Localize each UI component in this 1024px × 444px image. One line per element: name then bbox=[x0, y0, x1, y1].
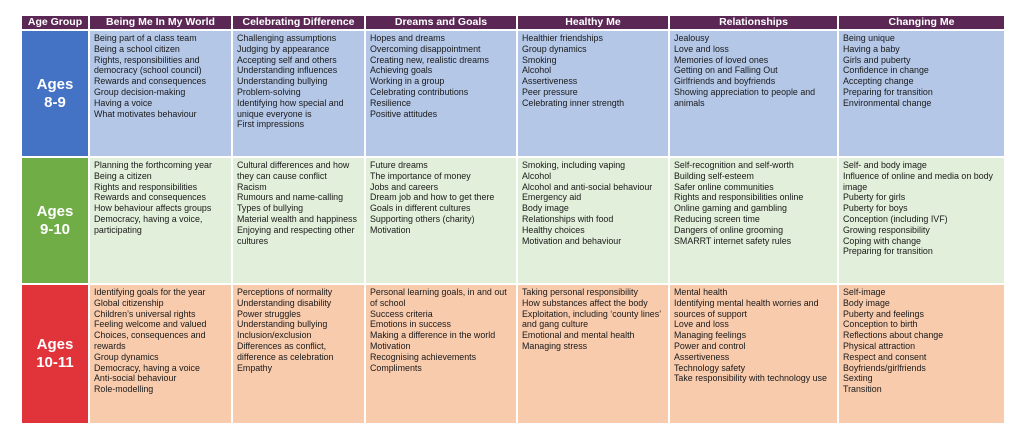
list-item: Sexting bbox=[843, 373, 873, 384]
list-item: Types of bullying bbox=[237, 203, 304, 214]
age-label: Ages bbox=[36, 75, 74, 93]
list-item: Being a citizen bbox=[94, 170, 152, 181]
list-item: Love and loss bbox=[674, 319, 729, 330]
cell-celebrating-difference bbox=[233, 285, 364, 423]
list-item: Jobs and careers bbox=[370, 181, 439, 192]
list-item: How substances affect the body bbox=[522, 297, 648, 308]
list-item: Problem-solving bbox=[237, 86, 301, 97]
list-item: Racism bbox=[237, 181, 267, 192]
header-being-me: Being Me In My World bbox=[90, 16, 231, 29]
list-item: Puberty for girls bbox=[843, 192, 906, 203]
age-range: 10-11 bbox=[36, 354, 74, 371]
list-item: Mental health bbox=[674, 287, 728, 297]
list-item: Empathy bbox=[237, 362, 273, 373]
list-item: Managing stress bbox=[522, 340, 588, 351]
list-item: Self-image bbox=[843, 287, 886, 297]
cell-changing-me bbox=[839, 158, 1004, 283]
list-item: Supporting others (charity) bbox=[370, 213, 475, 224]
list-item: Peer pressure bbox=[522, 86, 578, 97]
cell-celebrating-difference bbox=[233, 31, 364, 156]
list-item: Healthy choices bbox=[522, 224, 585, 235]
age-group-cell bbox=[22, 158, 88, 283]
list-item: Children’s universal rights bbox=[94, 308, 196, 319]
list-item: Dangers of online grooming bbox=[674, 224, 784, 235]
cell-changing-me bbox=[839, 285, 1004, 423]
list-item: Understanding disability bbox=[237, 297, 332, 308]
header-relationships: Relationships bbox=[670, 16, 837, 29]
list-item: Alcohol and anti-social behaviour bbox=[522, 181, 653, 192]
list-item: Self-recognition and self-worth bbox=[674, 160, 794, 170]
list-item: Confidence in change bbox=[843, 65, 929, 76]
list-item: Cultural differences and how they can cause conflict bbox=[237, 160, 350, 181]
list-item: Power struggles bbox=[237, 308, 301, 319]
list-item: Democracy, having a voice bbox=[94, 362, 200, 373]
list-item: Building self-esteem bbox=[674, 170, 754, 181]
cell-dreams-goals bbox=[366, 31, 516, 156]
list-item: Understanding bullying bbox=[237, 319, 328, 330]
list-item: Rewards and consequences bbox=[94, 76, 206, 87]
cell-being-me bbox=[90, 285, 231, 423]
header-dreams-goals: Dreams and Goals bbox=[366, 16, 516, 29]
table-row bbox=[22, 31, 1004, 156]
list-item: Judging by appearance bbox=[237, 43, 330, 54]
list-item: Smoking, including vaping bbox=[522, 160, 626, 170]
list-item: Working in a group bbox=[370, 76, 445, 87]
list-item: Compliments bbox=[370, 362, 422, 373]
list-item: Role-modelling bbox=[94, 384, 154, 395]
list-item: Challenging assumptions bbox=[237, 33, 337, 43]
list-item: Emotions in success bbox=[370, 319, 451, 330]
cell-changing-me bbox=[839, 31, 1004, 156]
list-item: Creating new, realistic dreams bbox=[370, 54, 489, 65]
age-label: Ages bbox=[36, 202, 74, 220]
list-item: Having a voice bbox=[94, 97, 153, 108]
list-item: Assertiveness bbox=[674, 351, 730, 362]
list-item: Healthier friendships bbox=[522, 33, 603, 43]
list-item: Differences as conflict, difference as celebration bbox=[237, 340, 334, 362]
list-item: Puberty and feelings bbox=[843, 308, 924, 319]
list-item: Safer online communities bbox=[674, 181, 774, 192]
list-item: Puberty for boys bbox=[843, 203, 908, 214]
list-item: Power and control bbox=[674, 340, 746, 351]
list-item: Rights and responsibilities bbox=[94, 181, 198, 192]
list-item: Making a difference in the world bbox=[370, 330, 496, 341]
list-item: Being part of a class team bbox=[94, 33, 197, 43]
list-item: Perceptions of normality bbox=[237, 287, 333, 297]
list-item: Rights and responsibilities online bbox=[674, 192, 804, 203]
cell-healthy-me bbox=[518, 31, 668, 156]
age-range: 9-10 bbox=[39, 220, 71, 238]
list-item: Group dynamics bbox=[522, 43, 587, 54]
list-item: Motivation bbox=[370, 224, 411, 235]
list-item: Taking personal responsibility bbox=[522, 287, 638, 297]
list-item: Inclusion/exclusion bbox=[237, 330, 312, 341]
list-item: Alcohol bbox=[522, 65, 552, 76]
list-item: Emergency aid bbox=[522, 192, 582, 203]
list-item: Motivation and behaviour bbox=[522, 235, 622, 246]
list-item: Accepting self and others bbox=[237, 54, 337, 65]
age-label: Ages bbox=[36, 336, 74, 353]
list-item: Take responsibility with technology use bbox=[674, 373, 827, 384]
curriculum-table bbox=[20, 14, 1006, 425]
cell-celebrating-difference bbox=[233, 158, 364, 283]
cell-relationships bbox=[670, 158, 837, 283]
list-item: Identifying goals for the year bbox=[94, 287, 206, 297]
list-item: Group dynamics bbox=[94, 351, 159, 362]
list-item: Managing feelings bbox=[674, 330, 747, 341]
list-item: Democracy, having a voice, participating bbox=[94, 213, 203, 235]
list-item: Enjoying and respecting other cultures bbox=[237, 224, 355, 246]
list-item: Hopes and dreams bbox=[370, 33, 445, 43]
age-group-cell bbox=[22, 285, 88, 423]
table-row bbox=[22, 158, 1004, 283]
list-item: Overcoming disappointment bbox=[370, 43, 481, 54]
age-group-cell bbox=[22, 31, 88, 156]
list-item: Positive attitudes bbox=[370, 108, 438, 119]
cell-healthy-me bbox=[518, 158, 668, 283]
list-item: Understanding bullying bbox=[237, 76, 328, 87]
list-item: Identifying mental health worries and sources of support bbox=[674, 297, 819, 319]
list-item: Physical attraction bbox=[843, 340, 916, 351]
list-item: Goals in different cultures bbox=[370, 203, 471, 214]
list-item: Body image bbox=[522, 203, 569, 214]
list-item: Body image bbox=[843, 297, 890, 308]
list-item: Reducing screen time bbox=[674, 213, 760, 224]
list-item: Success criteria bbox=[370, 308, 433, 319]
list-item: Self- and body image bbox=[843, 160, 927, 170]
list-item: Jealousy bbox=[674, 33, 710, 43]
header-healthy-me: Healthy Me bbox=[518, 16, 668, 29]
list-item: Material wealth and happiness bbox=[237, 213, 357, 224]
age-range: 8-9 bbox=[44, 93, 66, 111]
list-item: Online gaming and gambling bbox=[674, 203, 787, 214]
list-item: Environmental change bbox=[843, 97, 932, 108]
list-item: Coping with change bbox=[843, 235, 921, 246]
list-item: Influence of online and media on body image bbox=[843, 170, 993, 192]
list-item: Rewards and consequences bbox=[94, 192, 206, 203]
list-item: Conception (including IVF) bbox=[843, 213, 948, 224]
list-item: Preparing for transition bbox=[843, 246, 933, 257]
list-item: Love and loss bbox=[674, 43, 729, 54]
cell-being-me bbox=[90, 158, 231, 283]
header-celebrating-difference: Celebrating Difference bbox=[233, 16, 364, 29]
header-row bbox=[22, 16, 1004, 29]
list-item: Preparing for transition bbox=[843, 86, 933, 97]
list-item: Recognising achievements bbox=[370, 351, 477, 362]
list-item: Technology safety bbox=[674, 362, 746, 373]
list-item: Being a school citizen bbox=[94, 43, 180, 54]
list-item: Choices, consequences and rewards bbox=[94, 330, 206, 351]
list-item: Celebrating inner strength bbox=[522, 97, 625, 108]
list-item: Having a baby bbox=[843, 43, 900, 54]
list-item: How behaviour affects groups bbox=[94, 203, 212, 214]
list-item: SMARRT internet safety rules bbox=[674, 235, 792, 246]
cell-being-me bbox=[90, 31, 231, 156]
list-item: Boyfriends/girlfriends bbox=[843, 362, 926, 373]
list-item: Memories of loved ones bbox=[674, 54, 769, 65]
list-item: Group decision-making bbox=[94, 86, 186, 97]
list-item: Exploitation, including ‘county lines’ and gang culture bbox=[522, 308, 661, 330]
list-item: Motivation bbox=[370, 340, 411, 351]
list-item: First impressions bbox=[237, 119, 305, 130]
header-changing-me: Changing Me bbox=[839, 16, 1004, 29]
list-item: Emotional and mental health bbox=[522, 330, 635, 341]
list-item: Smoking bbox=[522, 54, 557, 65]
list-item: Anti-social behaviour bbox=[94, 373, 177, 384]
list-item: Dream job and how to get there bbox=[370, 192, 495, 203]
list-item: Assertiveness bbox=[522, 76, 578, 87]
list-item: Reflections about change bbox=[843, 330, 944, 341]
header-age-group: Age Group bbox=[22, 16, 88, 29]
cell-healthy-me bbox=[518, 285, 668, 423]
list-item: Personal learning goals, in and out of school bbox=[370, 287, 507, 308]
list-item: The importance of money bbox=[370, 170, 471, 181]
list-item: What motivates behaviour bbox=[94, 108, 197, 119]
list-item: Rights, responsibilities and democracy (school council) bbox=[94, 54, 202, 76]
list-item: Resilience bbox=[370, 97, 411, 108]
cell-dreams-goals bbox=[366, 285, 516, 423]
list-item: Future dreams bbox=[370, 160, 428, 170]
cell-relationships bbox=[670, 285, 837, 423]
list-item: Relationships with food bbox=[522, 213, 614, 224]
list-item: Feeling welcome and valued bbox=[94, 319, 207, 330]
list-item: Global citizenship bbox=[94, 297, 164, 308]
list-item: Rumours and name-calling bbox=[237, 192, 344, 203]
list-item: Growing responsibility bbox=[843, 224, 930, 235]
list-item: Getting on and Falling Out bbox=[674, 65, 778, 76]
list-item: Accepting change bbox=[843, 76, 914, 87]
list-item: Understanding influences bbox=[237, 65, 338, 76]
list-item: Transition bbox=[843, 384, 882, 395]
list-item: Planning the forthcoming year bbox=[94, 160, 212, 170]
list-item: Respect and consent bbox=[843, 351, 927, 362]
list-item: Achieving goals bbox=[370, 65, 433, 76]
list-item: Alcohol bbox=[522, 170, 552, 181]
list-item: Girlfriends and boyfriends bbox=[674, 76, 776, 87]
list-item: Showing appreciation to people and animals bbox=[674, 86, 816, 108]
cell-dreams-goals bbox=[366, 158, 516, 283]
list-item: Celebrating contributions bbox=[370, 86, 469, 97]
curriculum-table-wrapper bbox=[20, 14, 1002, 425]
table-row bbox=[22, 285, 1004, 423]
list-item: Identifying how special and unique everyone is bbox=[237, 97, 344, 119]
list-item: Girls and puberty bbox=[843, 54, 911, 65]
list-item: Being unique bbox=[843, 33, 895, 43]
cell-relationships bbox=[670, 31, 837, 156]
list-item: Conception to birth bbox=[843, 319, 918, 330]
